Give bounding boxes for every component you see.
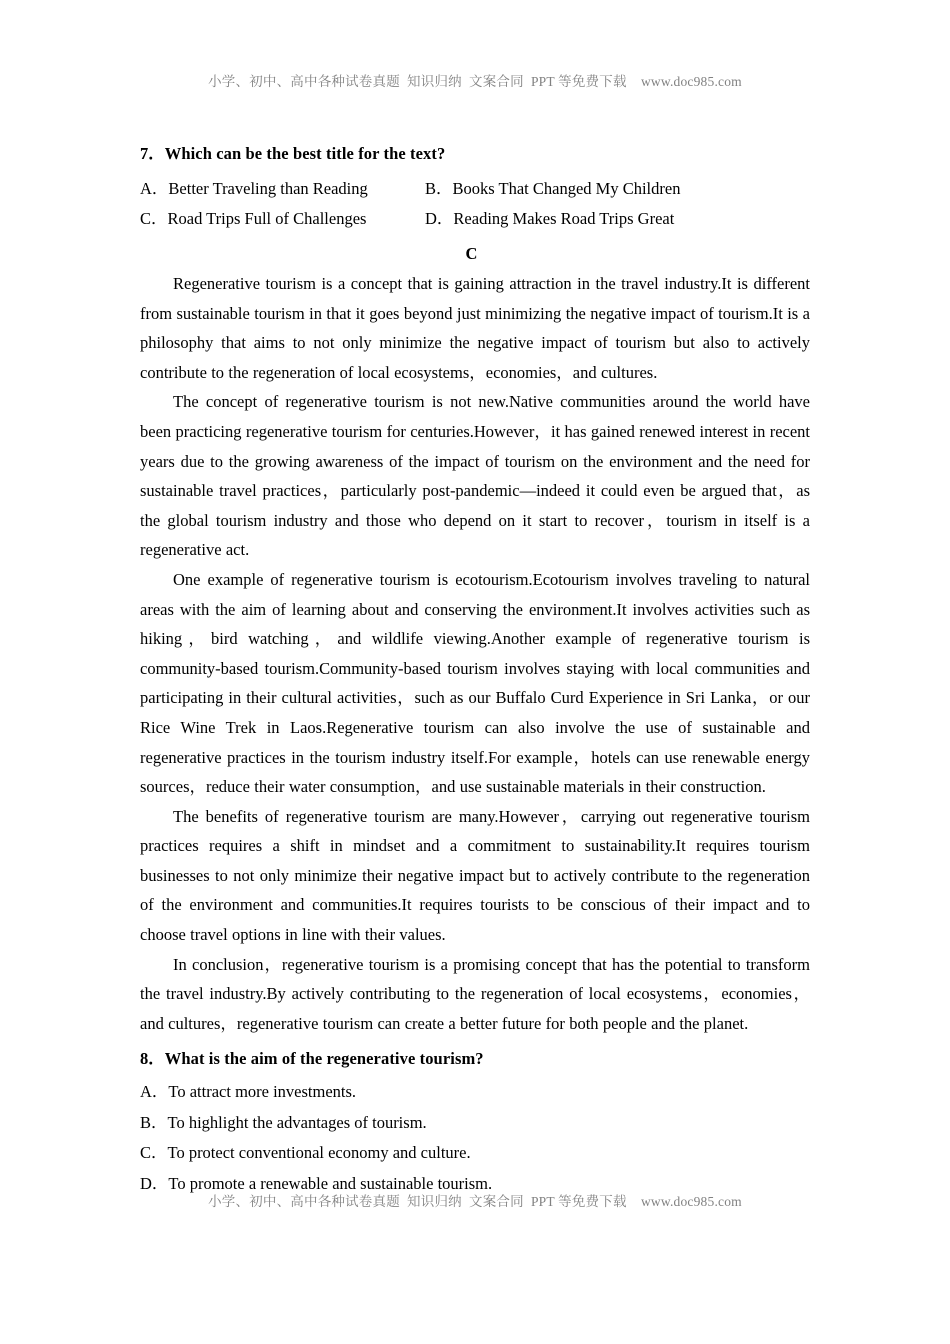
passage-section-label: C [465,244,478,263]
watermark-header-url: www.doc985.com [640,74,742,89]
question-7-option-a-text: Better Traveling than Reading [168,179,368,198]
question-7-option-d-letter: D． [425,209,454,228]
reading-passage [140,239,810,1038]
question-7-option-a[interactable] [140,174,425,204]
watermark-footer-text: 小学、初中、高中各种试卷真题 知识归纳 文案合同 PPT 等免费下载 [208,1194,627,1209]
question-8-option-d-text: To promote a renewable and sustainable tourism. [168,1173,493,1193]
watermark-header-text: 小学、初中、高中各种试卷真题 知识归纳 文案合同 PPT 等免费下载 [208,74,627,89]
question-7-option-b-letter: B． [425,179,453,198]
question-8-option-b-letter: B． [140,1112,168,1132]
question-8-option-d-letter: D． [140,1173,169,1193]
question-7-option-b[interactable] [425,174,810,204]
watermark-footer-url: www.doc985.com [640,1194,742,1209]
question-7-option-d-text: Reading Makes Road Trips Great [453,209,675,228]
question-8-option-a-letter: A． [140,1082,169,1102]
question-7-option-a-letter: A． [140,179,169,198]
passage-paragraph-1: Regenerative tourism is a concept that is gaining attraction in the travel industry.It is different from sustainable tourism in that it goes beyond just minimizing the negative impact of tourism.It is a philosophy that aims to not only minimize the negative impact of tourism but also to actively contribute to the regeneration of local ecosystems，economies，and cultures. [140,274,810,382]
question-7-stem-text: Which can be the best title for the text? [164,144,446,163]
question-7-stem [140,143,810,165]
question-7-option-c-letter: C． [140,209,168,228]
watermark-footer [0,1190,950,1210]
document-content [140,143,810,1199]
question-8-option-c-letter: C． [140,1143,168,1163]
question-8-option-c-text: To protect conventional economy and culture. [167,1143,471,1163]
question-7-options-row-1 [140,174,810,204]
question-8-option-a[interactable] [140,1077,810,1108]
question-8-stem [140,1048,810,1070]
question-8-option-a-text: To attract more investments. [168,1082,357,1102]
question-7 [140,143,810,234]
watermark-header [0,70,950,90]
question-8 [140,1048,810,1199]
question-8-option-b[interactable] [140,1108,810,1139]
question-7-option-c[interactable] [140,204,425,234]
question-7-options-row-2 [140,204,810,234]
question-8-number: 8． [140,1049,165,1069]
passage-paragraph-4: The benefits of regenerative tourism are many.However，carrying out regenerative tourism practices requires a shift in mindset and a commitment to sustainability.It requires tourism businesses to not only minimize their negative impact but to actively contribute to the regeneration of the environment and communities.It requires tourists to be conscious of their impact and to choose travel options in line with their values. [140,806,810,945]
question-8-stem-text: What is the aim of the regenerative tourism? [164,1049,484,1069]
question-7-number: 7． [140,144,165,163]
question-7-option-b-text: Books That Changed My Children [452,179,681,198]
question-7-option-d[interactable] [425,204,810,234]
question-8-option-b-text: To highlight the advantages of tourism. [167,1112,427,1132]
question-8-option-c[interactable] [140,1138,810,1169]
passage-paragraph-2: The concept of regenerative tourism is not new.Native communities around the world have been practicing regenerative tourism for centuries.However，it has gained renewed interest in recent years due to the growing awareness of the impact of tourism on the environment and the need for sustainable travel practices，particularly post-pandemic—indeed it could even be argued that，as the global tourism industry and those who depend on it start to recover，tourism in itself is a regenerative act. [140,392,810,560]
passage-paragraph-5: In conclusion，regenerative tourism is a promising concept that has the potential to transform the travel industry.By actively contributing to the regeneration of local ecosystems，economies，and cultures，regenerative tourism can create a better future for both people and the planet. [140,954,810,1033]
question-7-option-c-text: Road Trips Full of Challenges [167,209,367,228]
passage-paragraph-3: One example of regenerative tourism is ecotourism.Ecotourism involves traveling to natural areas with the aim of learning about and conserving the environment.It involves activities such as hiking，bird watching，and wildlife viewing.Another example of regenerative tourism is community-based tourism.Community-based tourism involves staying with local communities and participating in their cultural activities，such as our Buffalo Curd Experience in Sri Lanka，or our Rice Wine Trek in Laos.Regenerative tourism can also involve the use of sustainable and regenerative practices in the tourism industry itself.For example，hotels can use renewable energy sources，reduce their water consumption，and use sustainable materials in their construction. [140,569,810,797]
